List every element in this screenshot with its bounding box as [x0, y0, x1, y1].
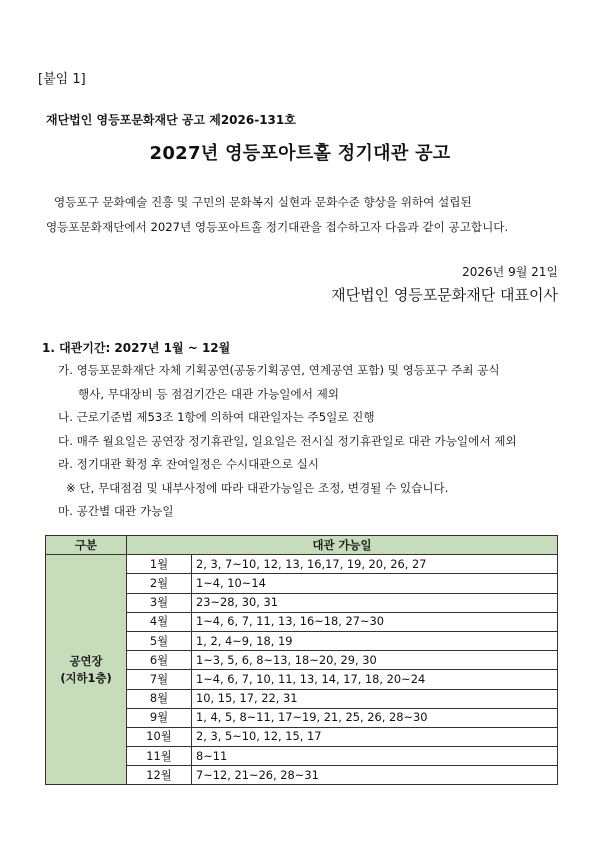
table-body	[46, 555, 558, 785]
venue-name: 공연장	[69, 653, 103, 668]
section-1-heading: 1. 대관기간: 2027년 1월 ~ 12월	[42, 341, 231, 355]
days-cell: 1, 2, 4~9, 18, 19	[192, 631, 558, 650]
days-cell: 1~3, 5, 6, 8~13, 18~20, 29, 30	[192, 651, 558, 670]
venue-cell	[46, 555, 127, 785]
days-cell: 1~4, 6, 7, 10, 11, 13, 14, 17, 18, 20~24	[192, 670, 558, 689]
days-cell: 2, 3, 7~10, 12, 13, 16,17, 19, 20, 26, 27	[192, 555, 558, 574]
list-item-ra: 라. 정기대관 확정 후 잔여일정은 수시대관으로 실시	[58, 457, 319, 471]
month-cell: 9월	[127, 708, 192, 727]
month-cell: 2월	[127, 574, 192, 593]
month-cell: 5월	[127, 631, 192, 650]
days-cell: 10, 15, 17, 22, 31	[192, 689, 558, 708]
intro-line-2: 영등포문화재단에서 2027년 영등포아트홀 정기대관을 접수하고자 다음과 같이 공고합니다.	[46, 220, 509, 234]
list-item-ga-continued: 행사, 무대장비 등 점검기간은 대관 가능일에서 제외	[78, 386, 339, 401]
month-cell: 12월	[127, 766, 192, 785]
month-cell: 11월	[127, 747, 192, 766]
days-cell: 23~28, 30, 31	[192, 593, 558, 612]
attachment-label: [붙임 1]	[38, 72, 86, 87]
days-cell: 7~12, 21~26, 28~31	[192, 766, 558, 785]
list-item-na: 나. 근로기준법 제53조 1항에 의하여 대관일자는 주5일로 진행	[58, 410, 375, 424]
month-cell: 10월	[127, 727, 192, 746]
availability-table	[45, 535, 558, 785]
days-cell: 1~4, 10~14	[192, 574, 558, 593]
days-cell: 1~4, 6, 7, 11, 13, 16~18, 27~30	[192, 612, 558, 631]
list-item-ga: 가. 영등포문화재단 자체 기획공연(공동기획공연, 연계공연 포함) 및 영등포구 주최 공식	[58, 363, 500, 377]
intro-paragraph	[46, 190, 562, 240]
list-item-da: 다. 매주 월요일은 공연장 정기휴관일, 일요일은 전시실 정기휴관일로 대관 가능일에서 제외	[58, 433, 517, 448]
notice-number: 재단법인 영등포문화재단 공고 제2026-131호	[46, 113, 296, 127]
section-1-items	[58, 359, 558, 524]
month-cell: 1월	[127, 555, 192, 574]
issuer-name: 재단법인 영등포문화재단 대표이사	[331, 286, 558, 304]
month-cell: 7월	[127, 670, 192, 689]
table-header-row	[46, 536, 558, 555]
venue-floor: (지하1층)	[60, 670, 112, 685]
notice-date: 2026년 9월 21일	[462, 265, 558, 279]
days-cell: 8~11	[192, 747, 558, 766]
month-cell: 8월	[127, 689, 192, 708]
header-available-days: 대관 가능일	[127, 536, 558, 555]
days-cell: 2, 3, 5~10, 12, 15, 17	[192, 727, 558, 746]
header-category: 구분	[46, 536, 127, 555]
intro-line-1: 영등포구 문화예술 진흥 및 구민의 문화복지 실현과 문화수준 향상을 위하여 설립된	[54, 195, 472, 209]
list-item-note: ※ 단, 무대점검 및 내부사정에 따라 대관가능일은 조정, 변경될 수 있습니다.	[66, 480, 449, 495]
list-item-ma: 마. 공간별 대관 가능일	[58, 504, 174, 518]
table-row	[46, 555, 558, 574]
month-cell: 6월	[127, 651, 192, 670]
days-cell: 1, 4, 5, 8~11, 17~19, 21, 25, 26, 28~30	[192, 708, 558, 727]
month-cell: 4월	[127, 612, 192, 631]
month-cell: 3월	[127, 593, 192, 612]
page-title: 2027년 영등포아트홀 정기대관 공고	[149, 143, 451, 164]
